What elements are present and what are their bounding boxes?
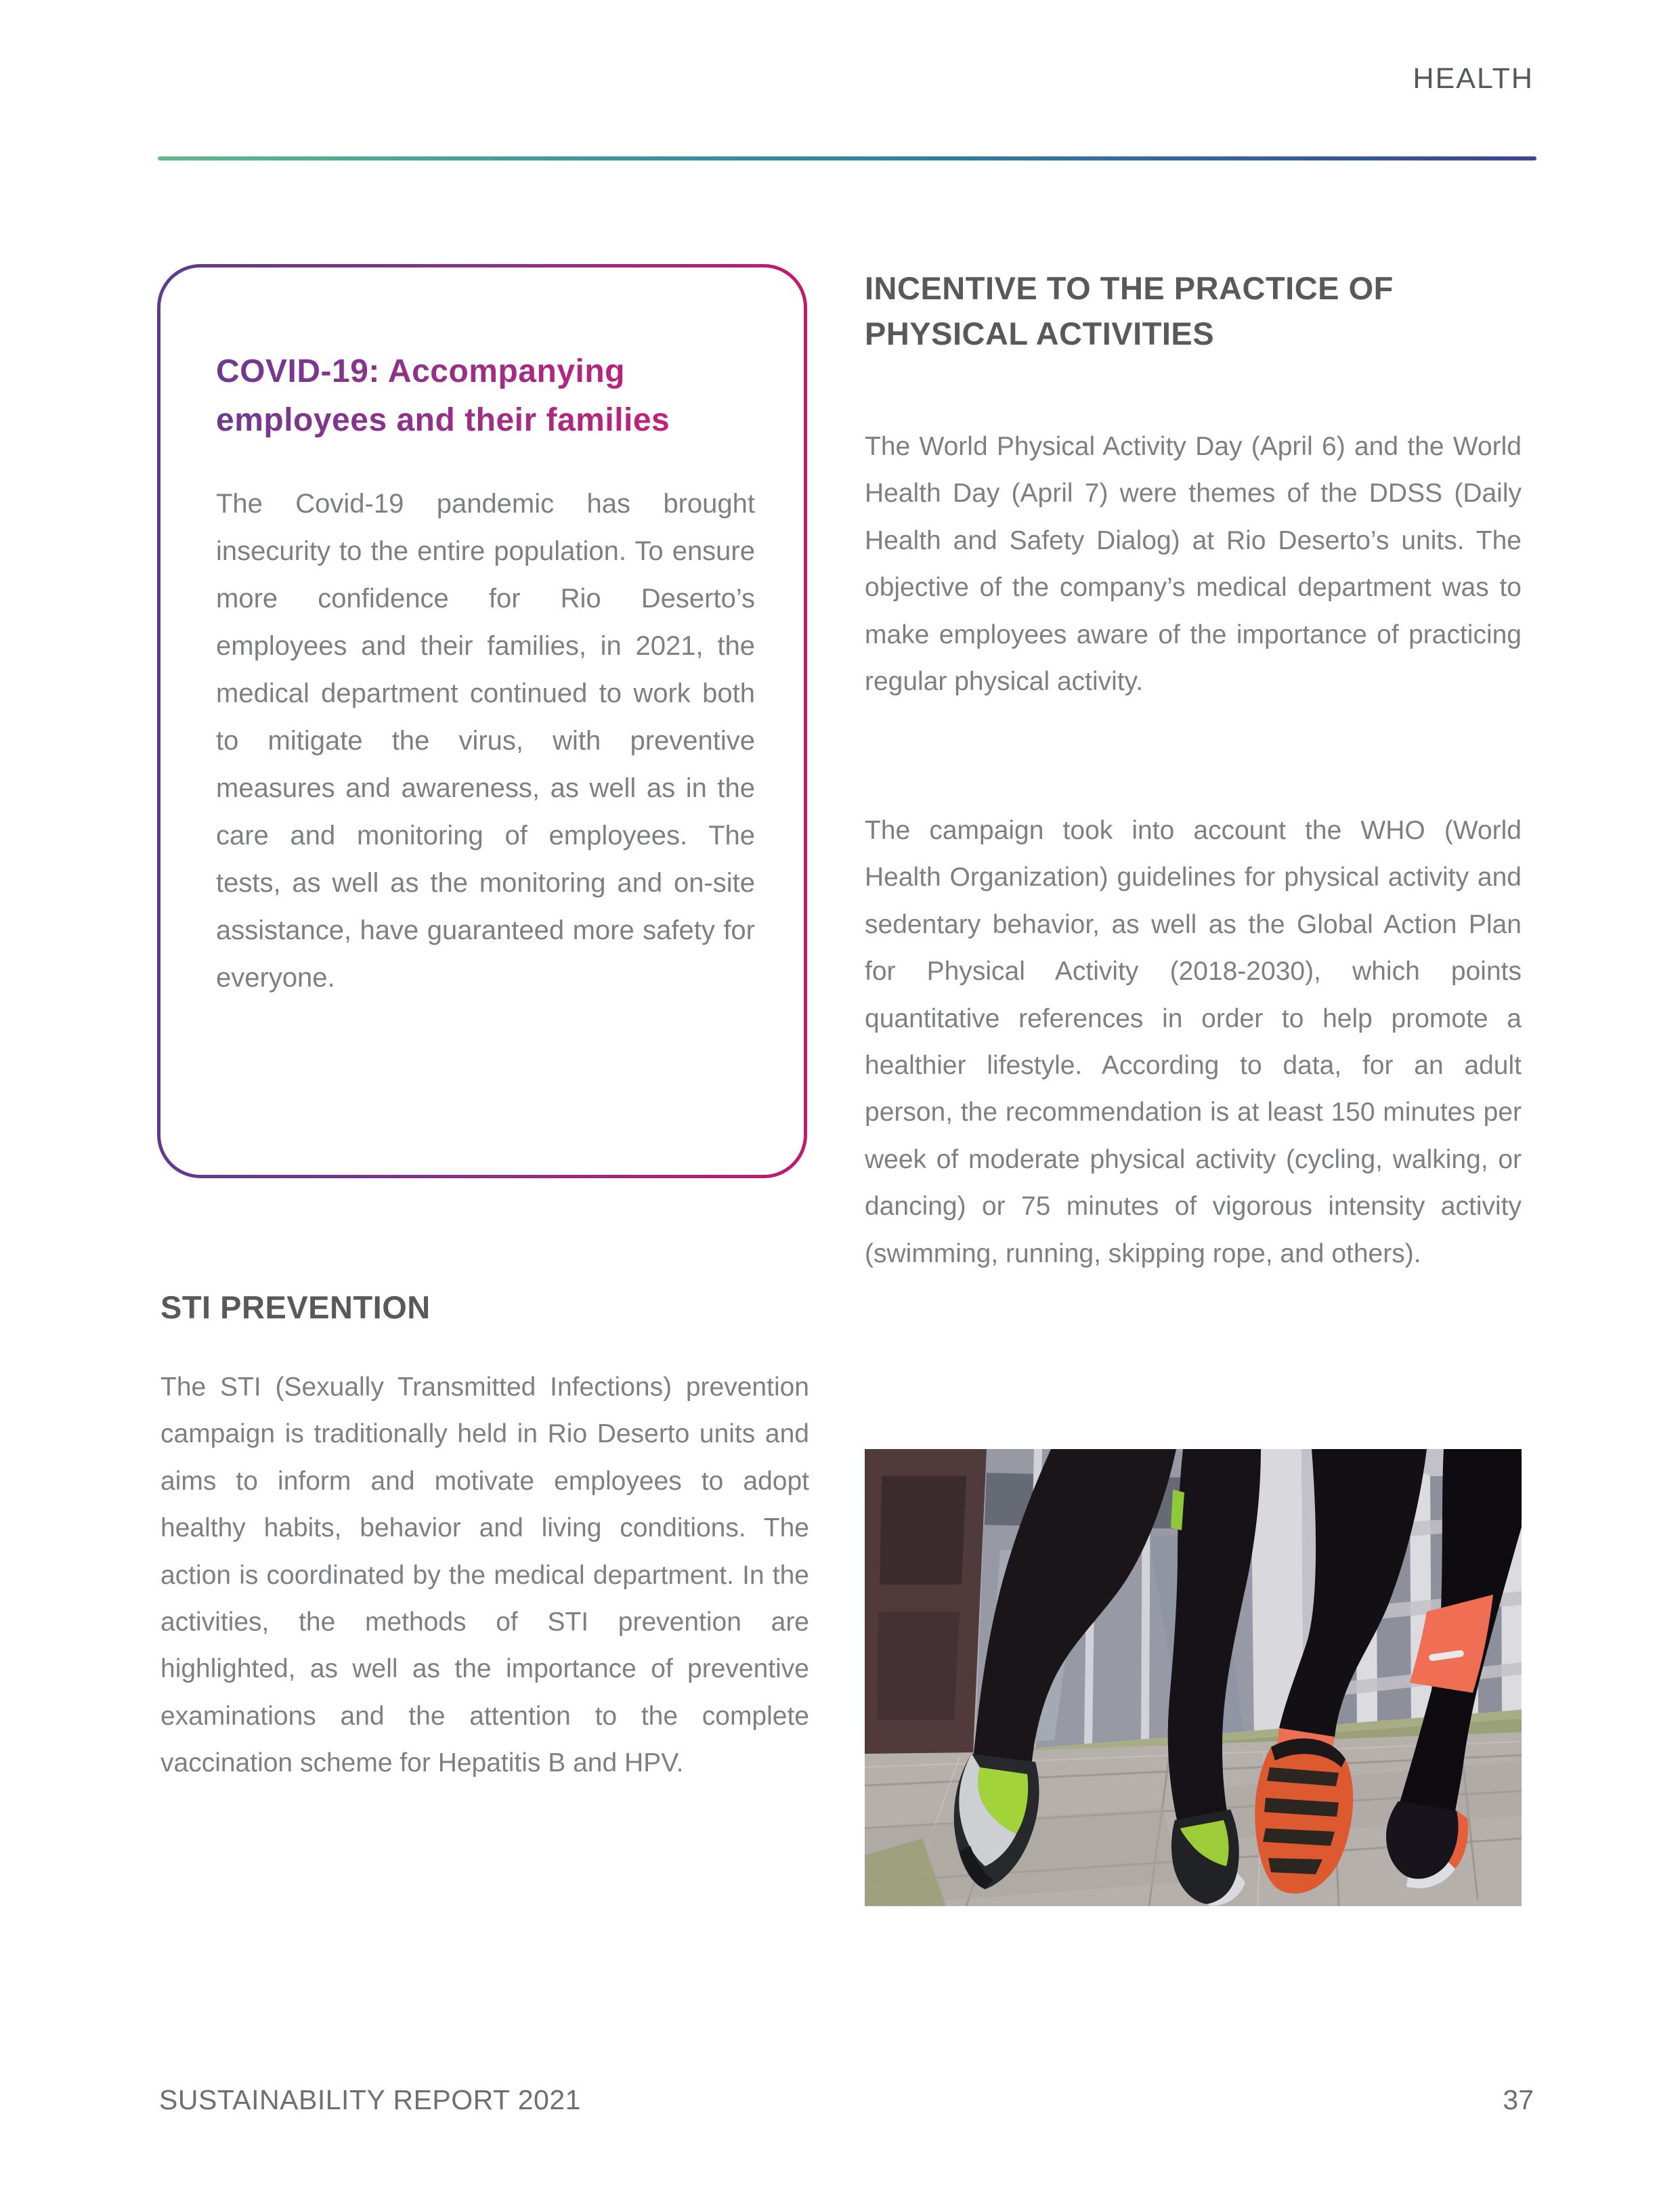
covid-box-body: The Covid-19 pandemic has brought insecurity to the entire population. To ensure more confidence for Rio Deserto’s employees and their families, in 2021, the medical department continued to work both to mitigate the virus, with preventive measures and awareness, as well as in the care and monitoring of employees. The tests, as well as the monitoring and on-site assistance, have guaranteed more safety for everyone. — [216, 489, 755, 993]
covid-box-title: COVID-19: Accompanying employees and their families — [216, 347, 764, 445]
sti-section-body: The STI (Sexually Transmitted Infections) prevention campaign is traditionally held in Rio Deserto units and aims to inform and motivate employees to adopt healthy habits, behavior and living conditions. The action is coordinated by the medical department. In the activities, the methods of STI prevention are highlighted, as well as the importance of preventive examinations and the attention to the complete vaccination scheme for Hepatitis B and HPV. — [160, 1373, 809, 1778]
footer-report-title: SUSTAINABILITY REPORT 2021 — [159, 2084, 581, 2115]
sti-section-title: STI PREVENTION — [160, 1289, 431, 1325]
covid-highlight-box-inner — [160, 267, 804, 1175]
incentive-paragraph-1: The World Physical Activity Day (April 6) and the World Health Day (April 7) were themes of the DDSS (Daily Health and Safety Dialog) at Rio Deserto’s units. The objective of the company’s medical department was to make employees aware of the importance of practicing regular physical activity. — [865, 432, 1522, 697]
page-header-label: HEALTH — [1413, 62, 1534, 95]
runners-photo-illustration — [865, 1449, 1522, 1906]
runners-photo — [865, 1449, 1522, 1906]
covid-highlight-box — [157, 264, 807, 1178]
incentive-paragraph-2: The campaign took into account the WHO (World Health Organization) guidelines for physical activity and sedentary behavior, as well as the Global Action Plan for Physical Activity (2018-2030), which points quantitative references in order to help promote a healthier lifestyle. According to data, for an adult person, the recommendation is at least 150 minutes per week of moderate physical activity (cycling, walking, or dancing) or 75 minutes of vigorous intensity activity (swimming, running, skipping rope, and others). — [865, 816, 1522, 1268]
incentive-section-title: INCENTIVE TO THE PRACTICE OF PHYSICAL ACTIVITIES — [865, 270, 1394, 351]
footer-page-number: 37 — [1503, 2084, 1534, 2115]
header-gradient-rule — [158, 156, 1536, 160]
